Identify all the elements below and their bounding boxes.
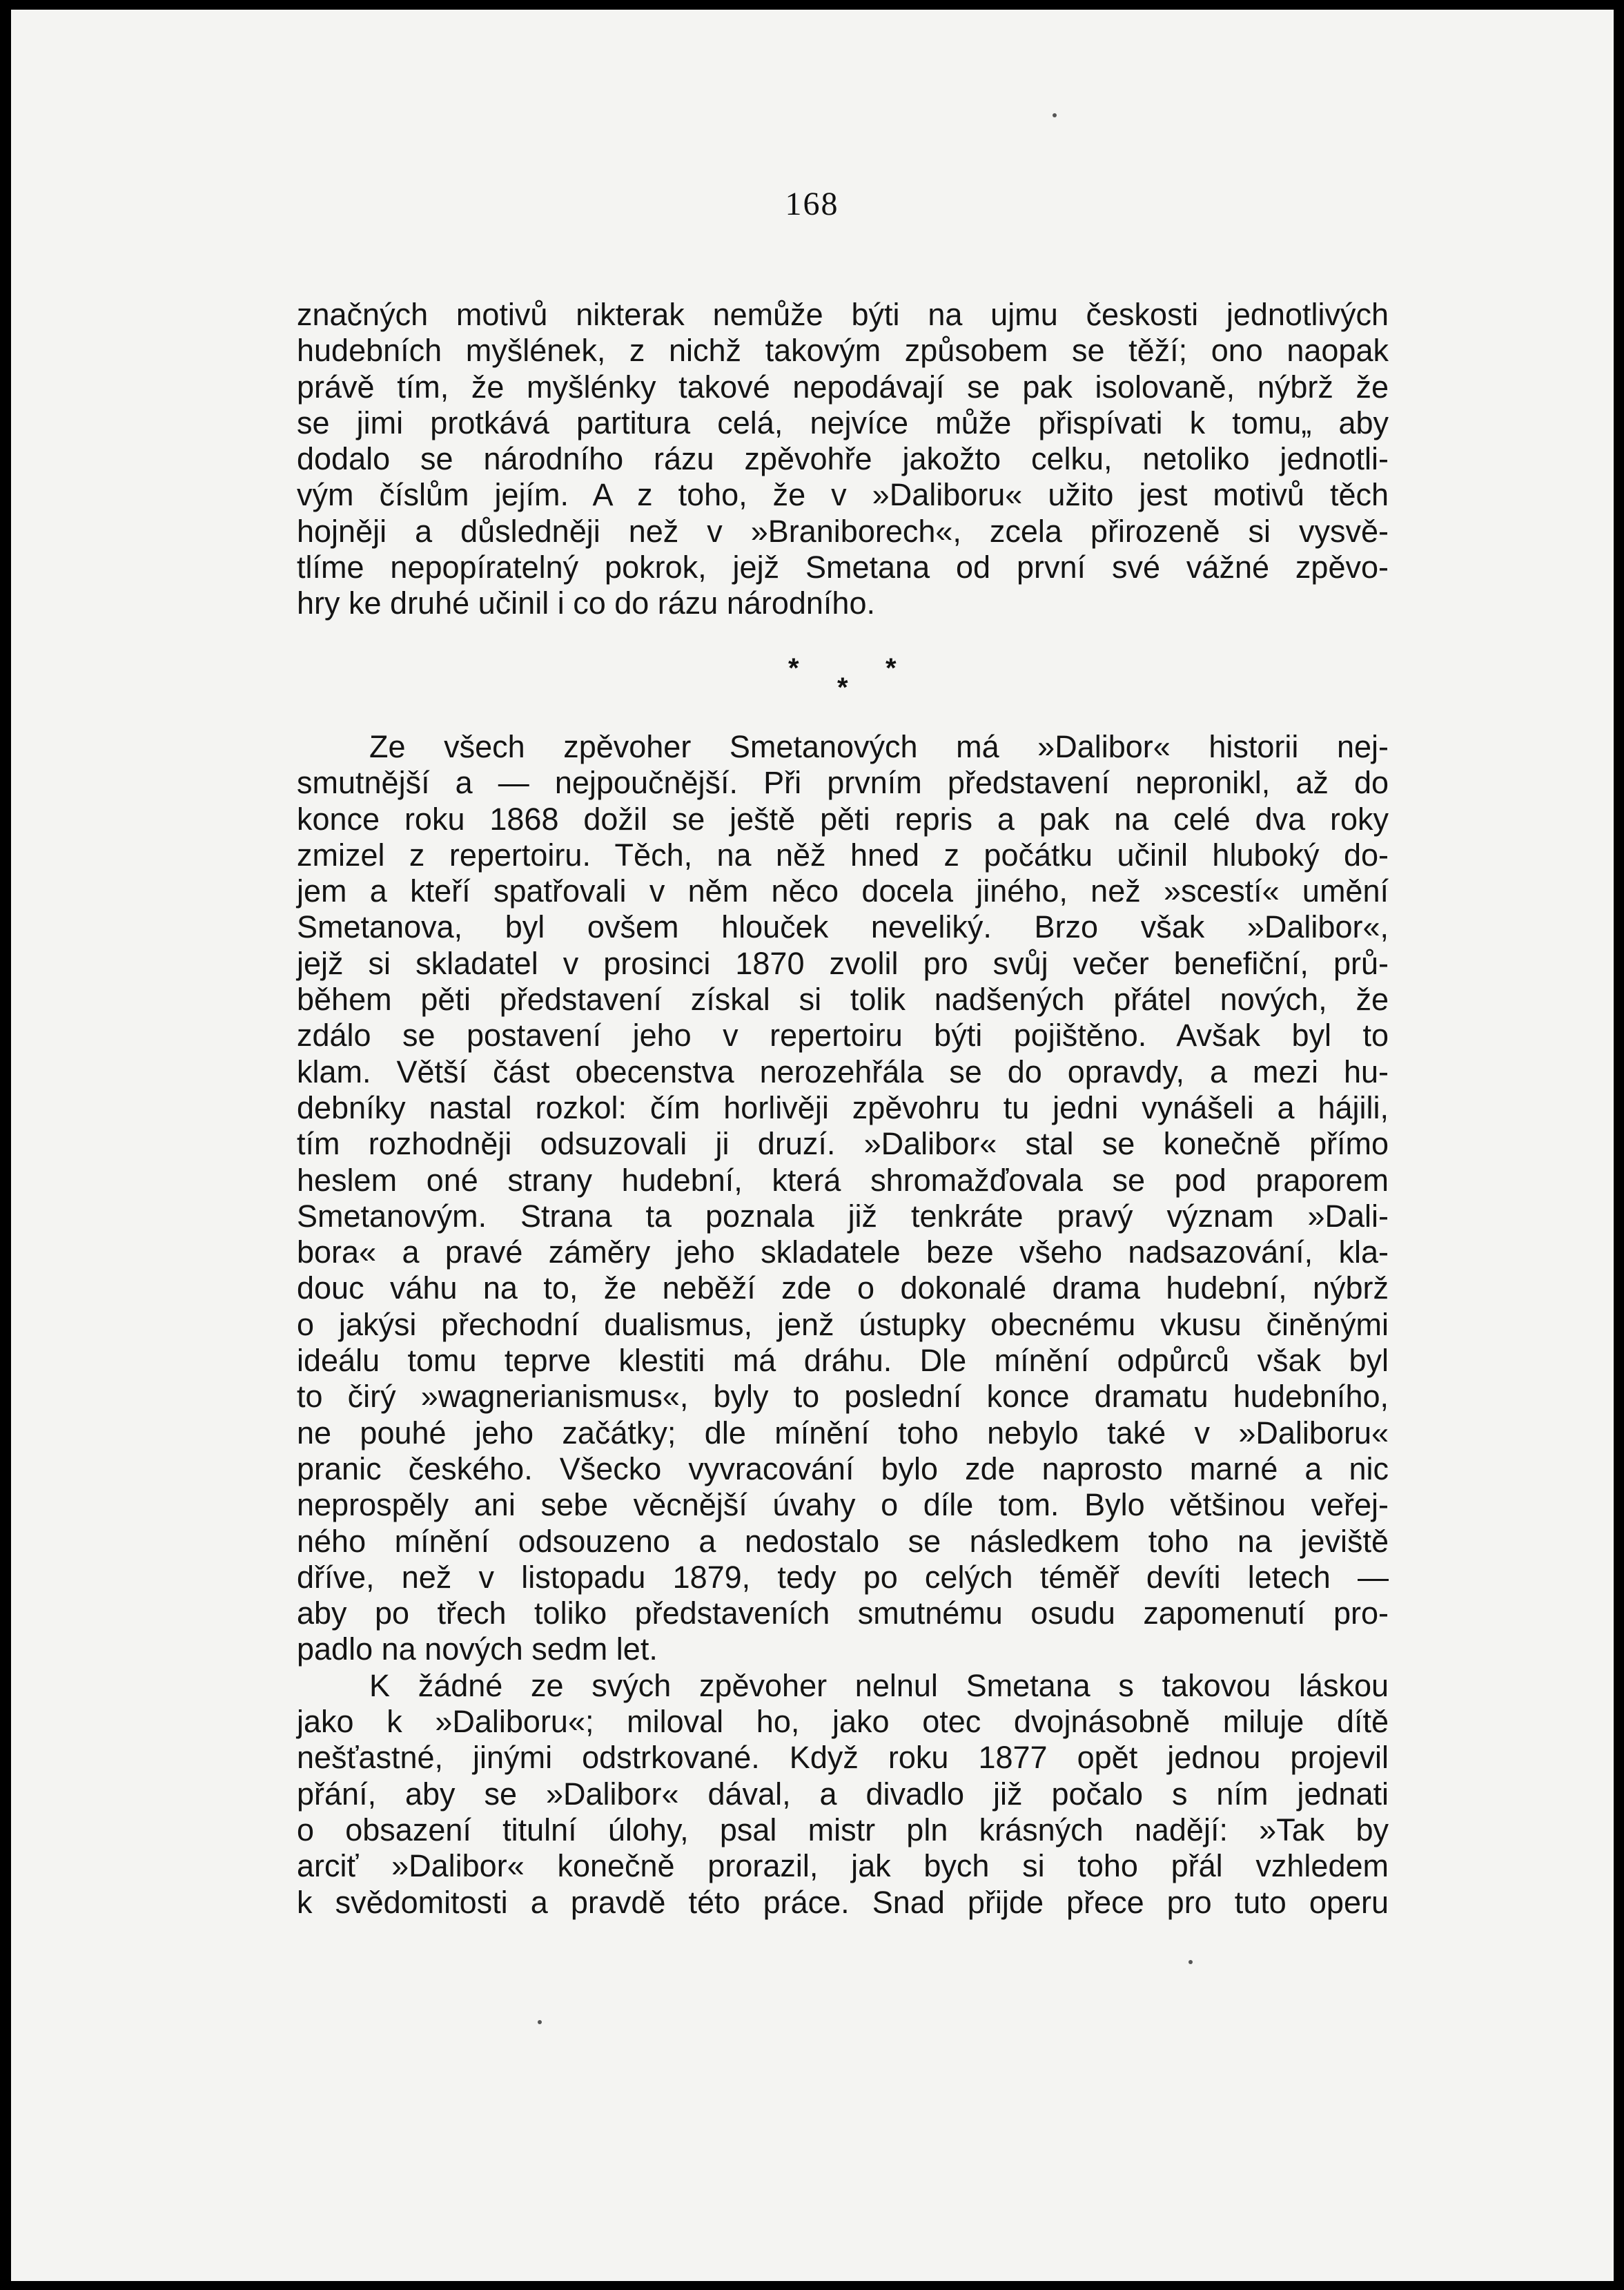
text-line: debníky nastal rozkol: čím horlivěji zpěvohru tu jedni vynášeli a hájili, <box>297 1089 1389 1125</box>
text-line: se jimi protkává partitura celá, nejvíce může přispívati k tomu„ aby <box>297 405 1389 440</box>
text-line: hry ke druhé učinil i co do rázu národního. <box>297 585 875 621</box>
asterisk-mark: * <box>788 653 799 683</box>
text-line: dodalo se národního rázu zpěvohře jakožto celku, netoliko jednotli- <box>297 441 1389 477</box>
text-line: během pěti představení získal si tolik nadšených přátel nových, že <box>297 982 1389 1018</box>
text-line: klam. Větší část obecenstva nerozehřála se do opravdy, a mezi hu- <box>297 1054 1389 1089</box>
text-line: právě tím, že myšlénky takové nepodávají se pak isolovaně, nýbrž že <box>297 369 1389 405</box>
section-divider <box>780 653 918 701</box>
speck-mark <box>538 2020 542 2024</box>
text-line: neprospěly ani sebe věcnější úvahy o díle tom. Bylo většinou veřej- <box>297 1487 1389 1523</box>
text-line: bora« a pravé záměry jeho skladatele beze všeho nadsazování, kla- <box>297 1234 1389 1270</box>
text-line: tlíme nepopíratelný pokrok, jejž Smetana od první své vážné zpěvo- <box>297 550 1389 585</box>
text-line: jejž si skladatel v prosinci 1870 zvolil pro svůj večer benefiční, prů- <box>297 945 1389 981</box>
text-line: přání, aby se »Dalibor« dával, a divadlo již počalo s ním jednati <box>297 1776 1389 1812</box>
text-line: ideálu tomu teprve klestiti má dráhu. Dle mínění odpůrců však byl <box>297 1343 1389 1379</box>
text-line: padlo na nových sedm let. <box>297 1631 658 1667</box>
text-line: douc váhu na to, že neběží zde o dokonalé drama hudební, nýbrž <box>297 1270 1389 1306</box>
text-line: K žádné ze svých zpěvoher nelnul Smetana s takovou láskou <box>369 1667 1389 1703</box>
text-line: hudebních myšlének, z nichž takovým způsobem se těží; ono naopak <box>297 333 1389 369</box>
text-line: to čirý »wagnerianismus«, byly to poslední konce dramatu hudebního, <box>297 1379 1389 1415</box>
asterisk-mark: * <box>837 672 848 703</box>
paragraph-dalibor-history <box>297 729 1389 1921</box>
text-line: tím rozhodněji odsuzovali ji druzí. »Dalibor« stal se konečně přímo <box>297 1126 1389 1162</box>
text-line: hojněji a důsledněji než v »Braniborech«, zcela přirozeně si vysvě- <box>297 513 1389 549</box>
text-line: Smetanovým. Strana ta poznala již tenkráte pravý význam »Dali- <box>297 1198 1389 1234</box>
paragraph-continued <box>297 297 1389 622</box>
text-line: vým číslům jejím. A z toho, že v »Daliboru« užito jest motivů těch <box>297 477 1389 513</box>
text-line: arciť »Dalibor« konečně prorazil, jak bych si toho přál vzhledem <box>297 1848 1389 1884</box>
text-line: jako k »Daliboru«; miloval ho, jako otec dvojnásobně miluje dítě <box>297 1704 1389 1740</box>
text-line: o jakýsi přechodní dualismus, jenž ústupky obecnému vkusu činěnými <box>297 1306 1389 1342</box>
text-line: konce roku 1868 dožil se ještě pěti repris a pak na celé dva roky <box>297 801 1389 837</box>
speck-mark <box>1053 113 1057 117</box>
text-line: jem a kteří spatřovali v něm něco docela jiného, než »scestí« umění <box>297 873 1389 909</box>
text-line: nešťastné, jinými odstrkované. Když roku 1877 opět jednou projevil <box>297 1740 1389 1776</box>
text-line: Smetanova, byl ovšem hlouček neveliký. Brzo však »Dalibor«, <box>297 909 1389 945</box>
text-line: zmizel z repertoiru. Těch, na něž hned z počátku učinil hluboký do- <box>297 837 1389 873</box>
text-line: ného mínění odsouzeno a nedostalo se následkem toho na jeviště <box>297 1523 1389 1559</box>
text-line: aby po třech toliko představeních smutnému osudu zapomenutí pro- <box>297 1595 1389 1631</box>
text-line: k svědomitosti a pravdě této práce. Snad přijde přece pro tuto operu <box>297 1884 1389 1920</box>
asterisk-mark: * <box>886 653 897 683</box>
text-line: zdálo se postavení jeho v repertoiru býti pojištěno. Avšak byl to <box>297 1018 1389 1054</box>
text-line: o obsazení titulní úlohy, psal mistr pln krásných nadějí: »Tak by <box>297 1812 1389 1847</box>
text-line: Ze všech zpěvoher Smetanových má »Dalibor« historii nej- <box>369 729 1389 764</box>
page-number: 168 <box>785 186 839 222</box>
text-line: dříve, než v listopadu 1879, tedy po celých téměř devíti letech — <box>297 1559 1389 1595</box>
text-line: pranic českého. Všecko vyvracování bylo zde naprosto marné a nic <box>297 1450 1389 1486</box>
text-line: ne pouhé jeho začátky; dle mínění toho nebylo také v »Daliboru« <box>297 1415 1389 1450</box>
text-line: značných motivů nikterak nemůže býti na ujmu českosti jednotlivých <box>297 297 1389 332</box>
speck-mark <box>1188 1960 1193 1964</box>
text-line: smutnější a — nejpoučnější. Při prvním představení nepronikl, až do <box>297 765 1389 801</box>
text-line: heslem oné strany hudební, která shromažďovala se pod praporem <box>297 1162 1389 1198</box>
